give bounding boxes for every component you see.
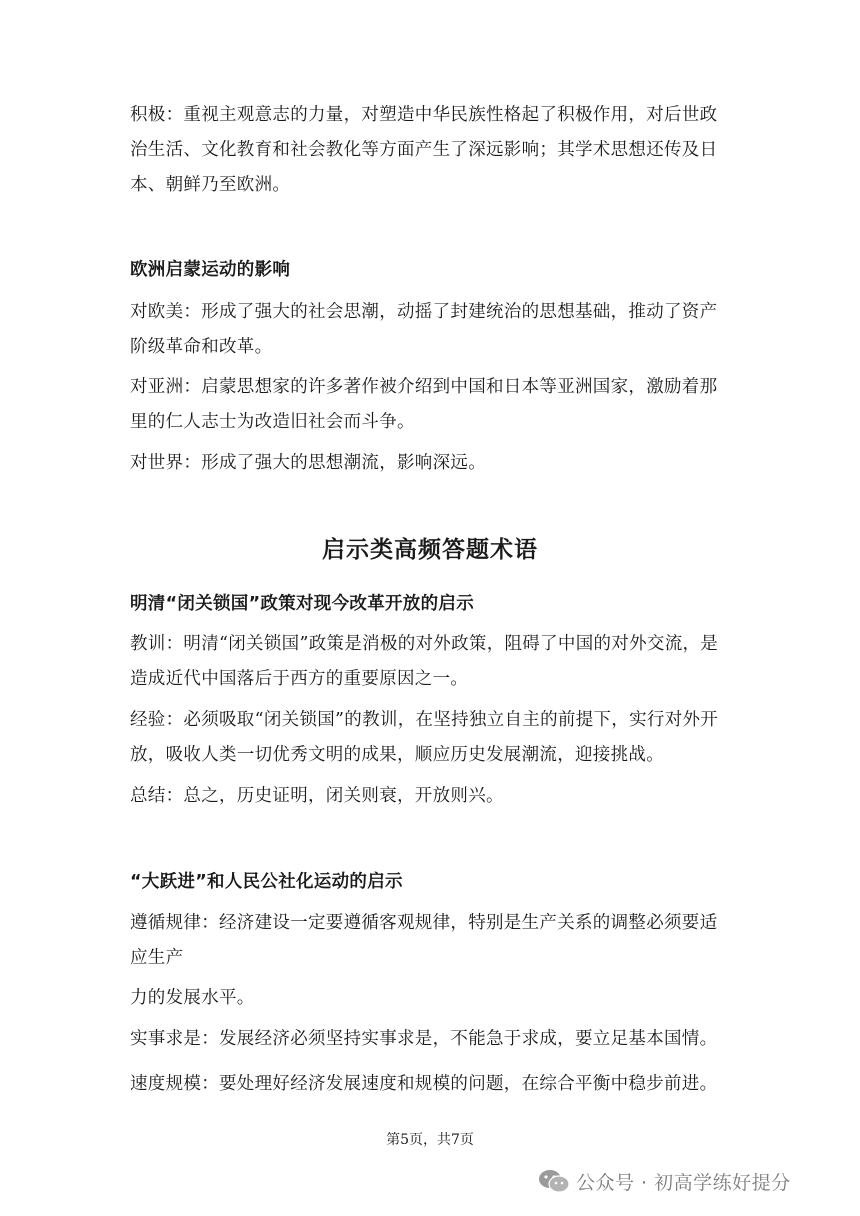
heading-enlightenment-impact: 欧洲启蒙运动的影响 (130, 260, 291, 280)
paragraph-positive-impact: 积极：重视主观意志的力量，对塑造中华民族性格起了积极作用，对后世政治生活、文化教育和社会教化等方面产生了深远影响；其学术思想还传及日本、朝鲜乃至欧洲。 (130, 105, 718, 195)
paragraph-follow-rules: 遵循规律：经济建设一定要遵循客观规律，特别是生产关系的调整必须要适应生产 (130, 913, 718, 968)
heading-closed-door-policy: 明清“闭关锁国”政策对现今改革开放的启示 (130, 594, 475, 614)
paragraph-on-europe-america: 对欧美：形成了强大的社会思潮，动摇了封建统治的思想基础，推动了资产阶级革命和改革。 (130, 302, 718, 357)
page-number: 第5页，共7页 (386, 1132, 474, 1148)
paragraph-follow-rules-continued: 力的发展水平。 (130, 988, 255, 1008)
paragraph-on-world: 对世界：形成了强大的思想潮流，影响深远。 (130, 453, 486, 473)
paragraph-seek-truth: 实事求是：发展经济必须坚持实事求是，不能急于求成，要立足基本国情。 (130, 1029, 718, 1049)
watermark (538, 1164, 791, 1198)
paragraph-lesson: 教训：明清“闭关锁国”政策是消极的对外政策，阻碍了中国的对外交流，是造成近代中国落后于西方的重要原因之一。 (130, 634, 719, 689)
watermark-text: 公众号 · 初高学练好提分 (576, 1171, 791, 1194)
paragraph-summary: 总结：总之，历史证明，闭关则衰，开放则兴。 (130, 786, 504, 806)
paragraph-speed-scale: 速度规模：要处理好经济发展速度和规模的问题，在综合平衡中稳步前进。 (130, 1074, 718, 1094)
heading-great-leap: “大跃进”和人民公社化运动的启示 (130, 872, 403, 892)
paragraph-on-asia: 对亚洲：启蒙思想家的许多著作被介绍到中国和日本等亚洲国家，激励着那里的仁人志士为改造旧社会而斗争。 (130, 377, 718, 432)
wechat-icon (538, 1168, 570, 1194)
section-title: 启示类高频答题术语 (322, 537, 538, 563)
paragraph-experience: 经验：必须吸取“闭关锁国”的教训，在坚持独立自主的前提下，实行对外开放，吸收人类一切优秀文明的成果，顺应历史发展潮流，迎接挑战。 (130, 710, 719, 765)
